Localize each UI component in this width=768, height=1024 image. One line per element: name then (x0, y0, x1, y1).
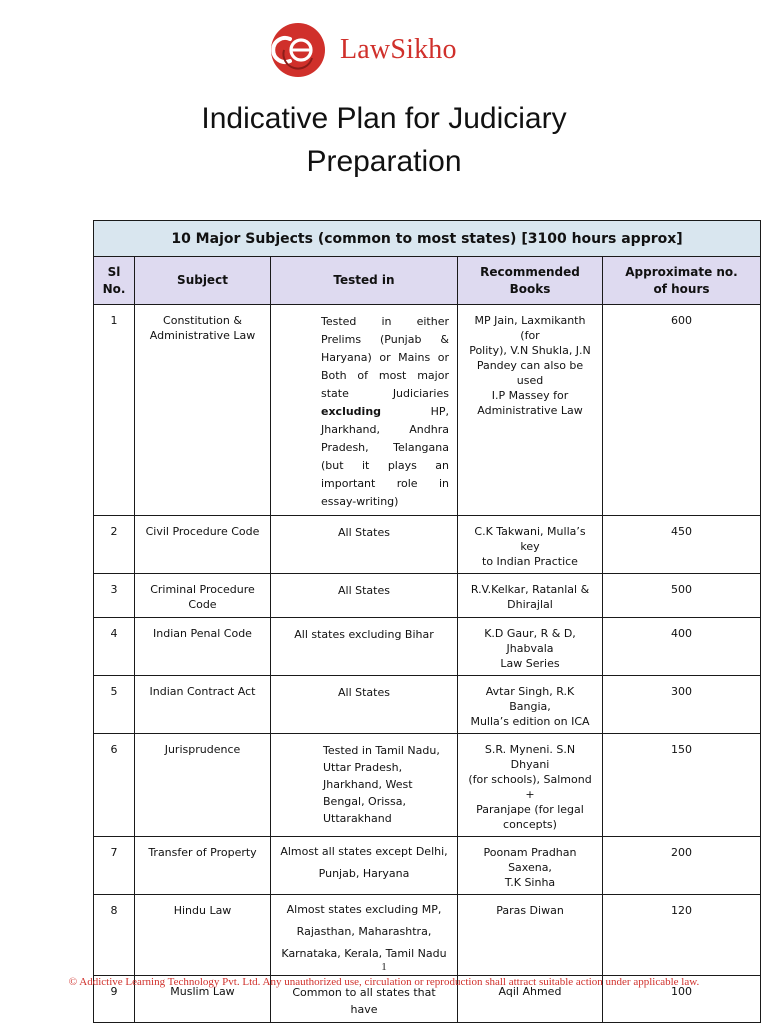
page-title-line2: Preparation (306, 145, 462, 178)
cell-tested-in: Almost states excluding MP, Rajasthan, Maharashtra, Karnataka, Kerala, Tamil Nadu (271, 895, 458, 976)
cell-tested-in: All States (271, 676, 458, 734)
table-row (94, 618, 761, 676)
table-row (94, 574, 761, 618)
table-row (94, 305, 761, 516)
table-body (94, 305, 761, 1023)
cell-subject: Civil Procedure Code (135, 516, 271, 574)
cell-sl: 6 (94, 734, 135, 837)
cell-tested-in: Tested in either Prelims (Punjab & Haryana) or Mains or Both of most major state Judiciaries excluding HP, Jharkhand, Andhra Pradesh, Telangana (but it plays an important role in essay-writing) (271, 305, 458, 516)
cell-subject: Jurisprudence (135, 734, 271, 837)
cell-tested-in: All States (271, 516, 458, 574)
cell-sl: 9 (94, 976, 135, 1023)
cell-books: C.K Takwani, Mulla’s key to Indian Practice (458, 516, 603, 574)
table-header-row (94, 257, 761, 305)
cell-hours: 300 (603, 676, 761, 734)
cell-hours: 450 (603, 516, 761, 574)
cell-tested-in: Common to all states that have (271, 976, 458, 1023)
cell-sl: 8 (94, 895, 135, 976)
brand-name: LawSikho (340, 34, 457, 65)
page-title-line1: Indicative Plan for Judiciary (201, 102, 567, 135)
header-approx-hours: Approximate no. of hours (603, 257, 761, 305)
cell-sl: 7 (94, 837, 135, 895)
page-number: 1 (381, 961, 387, 973)
cell-books: K.D Gaur, R & D, Jhabvala Law Series (458, 618, 603, 676)
cell-subject: Indian Penal Code (135, 618, 271, 676)
table-row (94, 676, 761, 734)
table-row (94, 837, 761, 895)
table-row (94, 734, 761, 837)
cell-hours: 100 (603, 976, 761, 1023)
cell-tested-in: All states excluding Bihar (271, 618, 458, 676)
cell-subject: Criminal Procedure Code (135, 574, 271, 618)
page-title (0, 97, 768, 183)
cell-hours: 120 (603, 895, 761, 976)
cell-books: S.R. Myneni. S.N Dhyani (for schools), Salmond + Paranjape (for legal concepts) (458, 734, 603, 837)
cell-sl: 3 (94, 574, 135, 618)
judiciary-plan-table (93, 220, 761, 1023)
cell-sl: 1 (94, 305, 135, 516)
cell-hours: 600 (603, 305, 761, 516)
cell-books: R.V.Kelkar, Ratanlal & Dhirajlal (458, 574, 603, 618)
cell-hours: 200 (603, 837, 761, 895)
cell-books: Paras Diwan (458, 895, 603, 976)
copyright-notice: © Addictive Learning Technology Pvt. Ltd. Any unauthorized use, circulation or reproduction shall attract suitable action under applicable law. (68, 976, 700, 988)
cell-books: MP Jain, Laxmikanth (for Polity), V.N Shukla, J.N Pandey can also be used I.P Massey for Administrative Law (458, 305, 603, 516)
cell-sl: 5 (94, 676, 135, 734)
cell-tested-in: Almost all states except Delhi, Punjab, Haryana (271, 837, 458, 895)
cell-sl: 4 (94, 618, 135, 676)
table-row (94, 516, 761, 574)
cell-sl: 2 (94, 516, 135, 574)
cell-tested-in: All States (271, 574, 458, 618)
cell-subject: Indian Contract Act (135, 676, 271, 734)
cell-subject: Hindu Law (135, 895, 271, 976)
header-subject: Subject (135, 257, 271, 305)
brand-logo (270, 22, 457, 78)
cell-hours: 150 (603, 734, 761, 837)
cell-hours: 400 (603, 618, 761, 676)
cell-books: Avtar Singh, R.K Bangia, Mulla’s edition on ICA (458, 676, 603, 734)
lawsikho-logo-icon (270, 22, 326, 78)
table-banner: 10 Major Subjects (common to most states) [3100 hours approx] (94, 221, 761, 257)
cell-books: Poonam Pradhan Saxena, T.K Sinha (458, 837, 603, 895)
cell-tested-in: Tested in Tamil Nadu, Uttar Pradesh, Jharkhand, West Bengal, Orissa, Uttarakhand (271, 734, 458, 837)
cell-subject: Constitution & Administrative Law (135, 305, 271, 516)
header-recommended-books: Recommended Books (458, 257, 603, 305)
cell-subject: Transfer of Property (135, 837, 271, 895)
cell-subject: Muslim Law (135, 976, 271, 1023)
cell-hours: 500 (603, 574, 761, 618)
header-tested-in: Tested in (271, 257, 458, 305)
cell-books: Aqil Ahmed (458, 976, 603, 1023)
header-sl-no: Sl No. (94, 257, 135, 305)
